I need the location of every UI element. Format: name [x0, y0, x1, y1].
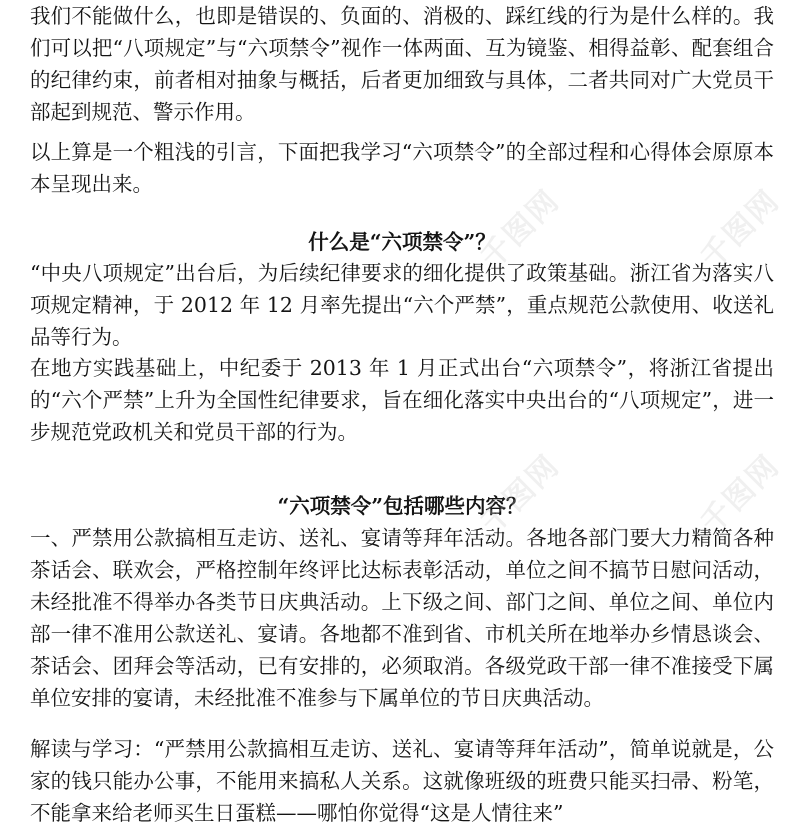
watermark: 千图网 — [474, 448, 567, 541]
paragraph-preface: 以上算是一个粗浅的引言，下面把我学习“六项禁令”的全部过程和心得体会原原本本呈现出来。 — [30, 140, 774, 196]
paragraph-interpretation: 解读与学习：“严禁用公款搞相互走访、送礼、宴请等拜年活动”，简单说就是，公家的钱只能办公事，不能用来搞私人关系。这就像班级的班费只能买扫帚、粉笔，不能拿来给老师买生日蛋糕——哪怕你觉得“这是人情往来” — [30, 737, 774, 825]
section-heading-contents: “六项禁令”包括哪些内容？ — [277, 494, 527, 518]
section-heading-what-is: 什么是“六项禁令”？ — [308, 230, 496, 254]
watermark: 千图网 — [694, 183, 787, 276]
watermark: 千图网 — [474, 183, 567, 276]
paragraph-rule-one: 一、严禁用公款搞相互走访、送礼、宴请等拜年活动。各地各部门要大力精简各种茶话会、联欢会，严格控制年终评比达标表彰活动，单位之间不搞节日慰问活动，未经批准不得举办各类节日庆典活动。上下级之间、部门之间、单位之间、单位内部一律不准用公款送礼、宴请。各地都不准到省、市机关所在地举办乡情恳谈会、茶话会、团拜会等活动，已有安排的，必须取消。各级党政干部一律不准接受下属单位安排的宴请，未经批准不准参与下属单位的节日庆典活动。 — [30, 526, 774, 710]
paragraph-intro-continued: 我们不能做什么，也即是错误的、负面的、消极的、踩红线的行为是什么样的。我们可以把“八项规定”与“六项禁令”视作一体两面、互为镜鉴、相得益彰、配套组合的纪律约束，前者相对抽象与概括，后者更加细致与具体，二者共同对广大党员干部起到规范、警示作用。 — [30, 4, 774, 124]
paragraph-origin: 在地方实践基础上，中纪委于 2013 年 1 月正式出台“六项禁令”，将浙江省提出的“六个严禁”上升为全国性纪律要求，旨在细化落实中央出台的“八项规定”，进一步规范党政机关和党员干部的行为。 — [30, 356, 774, 444]
watermark: 千图网 — [694, 448, 787, 541]
paragraph-background: “中央八项规定”出台后，为后续纪律要求的细化提供了政策基础。浙江省为落实八项规定精神，于 2012 年 12 月率先提出“六个严禁”，重点规范公款使用、收送礼品等行为。 — [30, 261, 774, 349]
